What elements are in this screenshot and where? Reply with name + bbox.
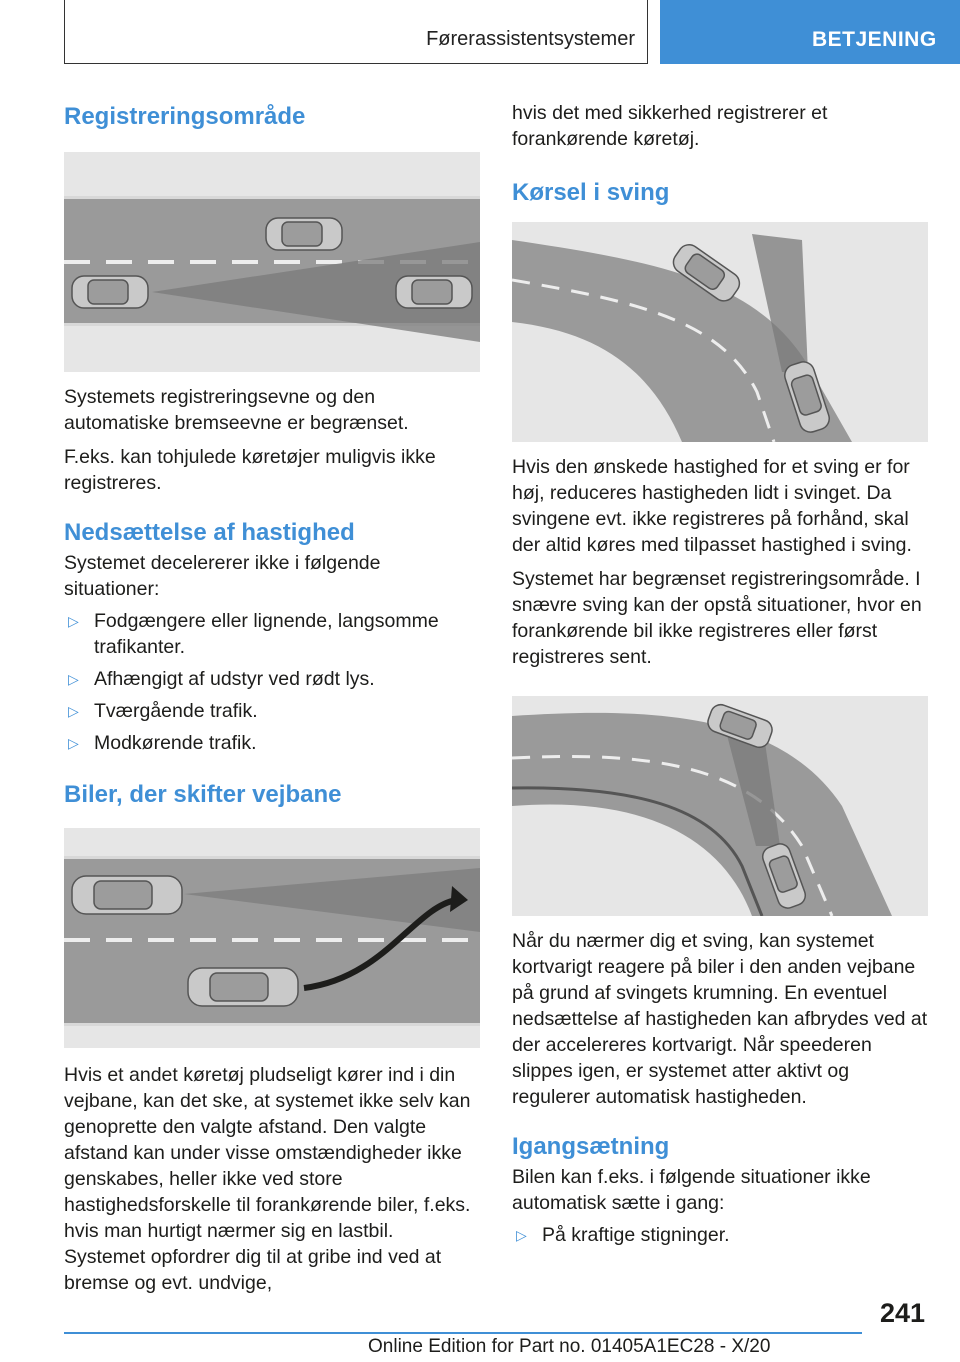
list-item-text: Fodgængere eller lignende, langsomme trafikanter. <box>94 610 439 658</box>
figure-curve-1 <box>512 222 928 442</box>
list-item <box>512 1222 928 1248</box>
triangle-bullet-icon: ▷ <box>68 735 79 751</box>
text-continued: hvis det med sikkerhed registrerer et forankørende køretøj. <box>512 102 828 150</box>
car-icon <box>396 276 472 308</box>
list-item <box>64 730 480 756</box>
list-item <box>64 608 480 660</box>
car-icon <box>72 876 182 914</box>
text-lane-change: Hvis et andet køretøj pludseligt kører ind i din vejbane, kan det ske, at systemet ikke selv kan genoprette den valgte afstand. Den valgte afstand kan under visse omstændigheder ikke genskabes, heller ikke ved store hastighedsforskelle til forankørende biler, f.eks. hvis man hurtigt nærmer sig en lastbil. Systemet opfordrer dig til at gribe ind ved at bremse og evt. undvige, <box>64 1064 471 1294</box>
list-item-text: Modkørende trafik. <box>94 732 257 754</box>
heading-deceleration: Nedsættelse af hastighed <box>64 519 355 546</box>
heading-start: Igangsætning <box>512 1133 670 1160</box>
figure-curve-2 <box>512 696 928 916</box>
text-registration-1: Systemets registreringsevne og den automatiske bremseevne er begrænset. <box>64 386 409 434</box>
triangle-bullet-icon: ▷ <box>68 703 79 719</box>
text-registration-2: F.eks. kan tohjulede køretøjer muligvis ikke registreres. <box>64 446 436 494</box>
page-number: 241 <box>880 1298 926 1328</box>
figure-detection-range <box>64 152 480 372</box>
header-section-title: Førerassistentsystemer <box>426 28 635 50</box>
header-chapter-tab <box>660 0 960 64</box>
car-icon <box>266 218 342 250</box>
right-column <box>512 96 928 1248</box>
footer-edition: Online Edition for Part no. 01405A1EC28 - X/20 <box>368 1336 771 1357</box>
list-item-text: På kraftige stigninger. <box>542 1224 730 1246</box>
header-chapter-label: BETJENING <box>812 28 937 51</box>
list-deceleration <box>64 608 480 756</box>
text-curve-1: Hvis den ønskede hastighed for et sving er for høj, reduceres hastigheden lidt i svinget. Da svingene evt. ikke registreres på forhånd, skal der altid køres med tilpasset hastighed i sving. <box>512 456 912 556</box>
text-start: Bilen kan f.eks. i følgende situationer ikke automatisk sætte i gang: <box>512 1166 871 1214</box>
heading-lane-change: Biler, der skifter vejbane <box>64 781 342 808</box>
list-start <box>512 1222 928 1248</box>
list-item <box>64 698 480 724</box>
header-section-box <box>64 0 648 64</box>
car-icon <box>188 968 298 1006</box>
heading-registration: Registreringsområde <box>64 103 306 130</box>
triangle-bullet-icon: ▷ <box>68 671 79 687</box>
list-item-text: Tværgående trafik. <box>94 700 258 722</box>
list-item-text: Afhængigt af udstyr ved rødt lys. <box>94 668 375 690</box>
list-item <box>64 666 480 692</box>
triangle-bullet-icon: ▷ <box>516 1227 527 1243</box>
car-icon <box>72 276 148 308</box>
footer-rule <box>64 1332 862 1334</box>
text-curve-3: Når du nærmer dig et sving, kan systemet kortvarigt reagere på biler i den anden vejbane på grund af svingets krumning. En eventuel nedsættelse af hastigheden kan afbrydes ved at der accelereres kortvarigt. Når speederen slippes igen, er systemet atter aktivt og regulerer automatisk hastigheden. <box>512 930 928 1108</box>
triangle-bullet-icon: ▷ <box>68 613 79 629</box>
text-curve-2: Systemet har begrænset registreringsområde. I snævre sving kan der opstå situationer, hvor en forankørende bil ikke registreres eller først registreres sent. <box>512 568 922 668</box>
figure-lane-change <box>64 828 480 1048</box>
text-deceleration: Systemet decelererer ikke i følgende situationer: <box>64 552 381 600</box>
left-column <box>64 96 480 1296</box>
heading-curve: Kørsel i sving <box>512 179 670 206</box>
